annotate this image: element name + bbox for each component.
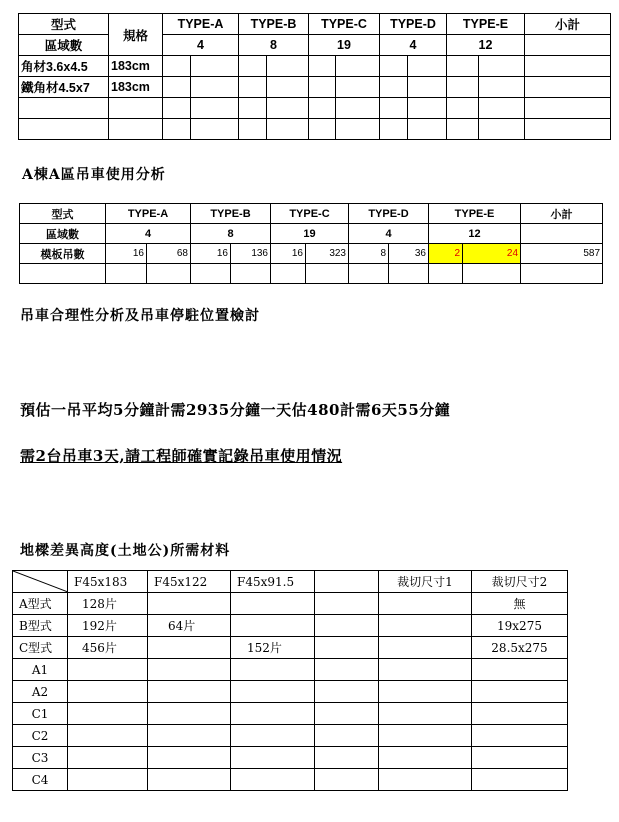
table-row — [13, 747, 568, 769]
zone-count-label: 區域數 — [20, 224, 106, 244]
table-cell — [148, 769, 231, 791]
table-cell — [109, 98, 163, 119]
row-label: 角材3.6x4.5 — [19, 56, 109, 77]
crane-review-heading: 吊車合理性分析及吊車停駐位置檢討 — [20, 308, 260, 324]
table-header-row — [20, 204, 603, 224]
table-row — [19, 56, 611, 77]
table-cell — [379, 681, 472, 703]
table-cell — [267, 56, 309, 77]
type-header: 型式 — [19, 14, 109, 35]
table-cell — [239, 56, 267, 77]
zone-count-d: 4 — [380, 35, 447, 56]
table-cell — [191, 56, 239, 77]
type-e-header: TYPE-E — [429, 204, 521, 224]
highlighted-value-cell: 2 — [429, 244, 463, 264]
material-spec-table — [18, 13, 611, 140]
table-header-row — [19, 14, 611, 35]
row-label: 鐵角材4.5x7 — [19, 77, 109, 98]
time-estimate-text: 預估一吊平均5分鐘計需2935分鐘一天估480計需6天55分鐘 — [20, 401, 451, 419]
table-cell: 128片 — [68, 593, 148, 615]
table-cell — [68, 681, 148, 703]
zone-count-a: 4 — [163, 35, 239, 56]
table-cell — [271, 264, 306, 284]
beam-material-table — [12, 570, 568, 791]
table-cell — [315, 681, 379, 703]
table-cell: 28.5x275 — [472, 637, 568, 659]
table-cell — [148, 725, 231, 747]
table-cell — [163, 98, 191, 119]
table-cell — [68, 747, 148, 769]
table-cell: 無 — [472, 593, 568, 615]
diagonal-corner-cell — [13, 571, 68, 593]
table-cell — [472, 703, 568, 725]
zone-count-c: 19 — [271, 224, 349, 244]
table-cell — [309, 119, 336, 140]
table-cell — [472, 659, 568, 681]
table-cell — [521, 264, 603, 284]
subtotal-value: 587 — [521, 244, 603, 264]
table-row — [13, 659, 568, 681]
table-cell — [309, 56, 336, 77]
type-d-header: TYPE-D — [380, 14, 447, 35]
table-cell — [463, 264, 521, 284]
table-row — [13, 637, 568, 659]
table-cell — [472, 681, 568, 703]
table-cell — [389, 264, 429, 284]
type-a-header: TYPE-A — [163, 14, 239, 35]
table-cell — [336, 119, 380, 140]
table-cell — [349, 264, 389, 284]
table-header-row — [13, 571, 568, 593]
table-cell: 456片 — [68, 637, 148, 659]
table-cell — [315, 637, 379, 659]
table-cell — [231, 264, 271, 284]
value-cell: 136 — [231, 244, 271, 264]
table-cell — [148, 703, 231, 725]
row-label: C1 — [13, 703, 68, 725]
type-e-header: TYPE-E — [447, 14, 525, 35]
type-header: 型式 — [20, 204, 106, 224]
table-cell — [379, 747, 472, 769]
table-row — [19, 119, 611, 140]
column-header: 裁切尺寸1 — [379, 571, 472, 593]
table-cell — [379, 769, 472, 791]
table-cell — [267, 98, 309, 119]
column-header: 裁切尺寸2 — [472, 571, 568, 593]
table-cell — [447, 77, 479, 98]
table-cell — [191, 77, 239, 98]
table-cell — [379, 615, 472, 637]
table-cell — [315, 615, 379, 637]
table-cell — [239, 77, 267, 98]
table-cell — [191, 98, 239, 119]
table-cell — [231, 681, 315, 703]
type-c-header: TYPE-C — [271, 204, 349, 224]
row-label: C2 — [13, 725, 68, 747]
table-cell — [315, 747, 379, 769]
type-c-header: TYPE-C — [309, 14, 380, 35]
table-cell — [109, 119, 163, 140]
table-cell — [447, 98, 479, 119]
table-cell — [525, 98, 611, 119]
type-b-header: TYPE-B — [239, 14, 309, 35]
table-body — [13, 593, 568, 791]
table-cell: 19x275 — [472, 615, 568, 637]
value-cell: 8 — [349, 244, 389, 264]
zone-count-b: 8 — [191, 224, 271, 244]
table-cell — [379, 725, 472, 747]
table-cell — [106, 264, 147, 284]
row-label: A1 — [13, 659, 68, 681]
crane-requirement-text: 需2台吊車3天,請工程師確實記錄吊車使用情況 — [20, 447, 343, 465]
table-cell — [408, 77, 447, 98]
spec-header: 規格 — [109, 14, 163, 56]
crane-usage-table — [19, 203, 603, 284]
table-cell — [306, 264, 349, 284]
table-cell — [479, 119, 525, 140]
table-cell — [379, 703, 472, 725]
value-cell: 16 — [191, 244, 231, 264]
table-header-row — [19, 35, 611, 56]
table-row — [19, 77, 611, 98]
table-cell — [239, 119, 267, 140]
zone-count-e: 12 — [429, 224, 521, 244]
table-row — [13, 769, 568, 791]
table-cell — [525, 77, 611, 98]
table-cell — [147, 264, 191, 284]
table-cell — [148, 681, 231, 703]
type-b-header: TYPE-B — [191, 204, 271, 224]
table-cell — [379, 659, 472, 681]
value-cell: 68 — [147, 244, 191, 264]
material-heading: 地樑差異高度(土地公)所需材料 — [20, 543, 231, 559]
table-cell — [525, 56, 611, 77]
row-label: B型式 — [13, 615, 68, 637]
table-cell — [20, 264, 106, 284]
table-cell — [429, 264, 463, 284]
row-label: A型式 — [13, 593, 68, 615]
table-cell — [447, 56, 479, 77]
table-cell: 64片 — [148, 615, 231, 637]
zone-count-c: 19 — [309, 35, 380, 56]
table-cell — [191, 264, 231, 284]
table-cell — [379, 593, 472, 615]
table-cell — [148, 659, 231, 681]
table-row — [13, 681, 568, 703]
table-cell — [239, 98, 267, 119]
table-cell — [163, 119, 191, 140]
table-cell — [479, 56, 525, 77]
table-cell — [447, 119, 479, 140]
table-cell — [191, 119, 239, 140]
table-cell — [231, 725, 315, 747]
row-size: 183cm — [109, 77, 163, 98]
table-cell — [315, 593, 379, 615]
table-cell — [68, 703, 148, 725]
table-row — [13, 725, 568, 747]
table-cell — [472, 769, 568, 791]
value-cell: 16 — [271, 244, 306, 264]
table-cell — [315, 725, 379, 747]
value-cell: 323 — [306, 244, 349, 264]
table-cell — [380, 56, 408, 77]
table-row — [19, 98, 611, 119]
table-cell — [148, 747, 231, 769]
table-cell — [19, 98, 109, 119]
zone-count-a: 4 — [106, 224, 191, 244]
table-cell — [19, 119, 109, 140]
table-row — [13, 615, 568, 637]
column-header — [315, 571, 379, 593]
value-cell: 16 — [106, 244, 147, 264]
row-label: C4 — [13, 769, 68, 791]
table-cell: 152片 — [231, 637, 315, 659]
table-cell — [472, 725, 568, 747]
zone-count-d: 4 — [349, 224, 429, 244]
table-cell — [315, 703, 379, 725]
value-cell: 36 — [389, 244, 429, 264]
table-cell — [148, 593, 231, 615]
row-label: C型式 — [13, 637, 68, 659]
table-cell — [68, 725, 148, 747]
row-size: 183cm — [109, 56, 163, 77]
table-cell — [479, 98, 525, 119]
table-cell — [231, 615, 315, 637]
column-header: F45x91.5 — [231, 571, 315, 593]
table-cell — [408, 98, 447, 119]
table-cell — [315, 659, 379, 681]
table-cell — [408, 56, 447, 77]
crane-analysis-heading: A棟A區吊車使用分析 — [22, 167, 166, 183]
table-cell — [267, 77, 309, 98]
diagonal-line-icon — [13, 571, 68, 592]
type-a-header: TYPE-A — [106, 204, 191, 224]
table-cell — [315, 769, 379, 791]
zone-count-label: 區域數 — [19, 35, 109, 56]
table-cell — [521, 224, 603, 244]
table-row — [13, 593, 568, 615]
table-row — [20, 244, 603, 264]
table-cell — [231, 747, 315, 769]
table-cell — [336, 77, 380, 98]
type-d-header: TYPE-D — [349, 204, 429, 224]
table-cell — [163, 56, 191, 77]
subtotal-header: 小計 — [525, 14, 611, 35]
table-cell — [231, 703, 315, 725]
table-cell — [380, 77, 408, 98]
table-cell — [525, 119, 611, 140]
table-cell — [267, 119, 309, 140]
table-cell — [231, 769, 315, 791]
table-cell — [336, 56, 380, 77]
table-row — [13, 703, 568, 725]
lift-count-label: 模板吊數 — [20, 244, 106, 264]
table-cell — [380, 119, 408, 140]
table-cell — [472, 747, 568, 769]
table-cell — [231, 593, 315, 615]
column-header: F45x122 — [148, 571, 231, 593]
table-row — [20, 264, 603, 284]
table-cell — [309, 77, 336, 98]
table-cell — [379, 637, 472, 659]
table-cell — [68, 659, 148, 681]
table-cell — [479, 77, 525, 98]
table-cell — [380, 98, 408, 119]
table-cell — [163, 77, 191, 98]
row-label: A2 — [13, 681, 68, 703]
row-label: C3 — [13, 747, 68, 769]
column-header: F45x183 — [68, 571, 148, 593]
zone-count-e: 12 — [447, 35, 525, 56]
table-cell — [336, 98, 380, 119]
table-cell — [148, 637, 231, 659]
zone-count-b: 8 — [239, 35, 309, 56]
subtotal-header: 小計 — [521, 204, 603, 224]
table-cell — [525, 35, 611, 56]
table-cell — [68, 769, 148, 791]
table-cell — [231, 659, 315, 681]
table-header-row — [20, 224, 603, 244]
table-cell — [408, 119, 447, 140]
highlighted-value-cell: 24 — [463, 244, 521, 264]
table-cell — [309, 98, 336, 119]
table-cell: 192片 — [68, 615, 148, 637]
